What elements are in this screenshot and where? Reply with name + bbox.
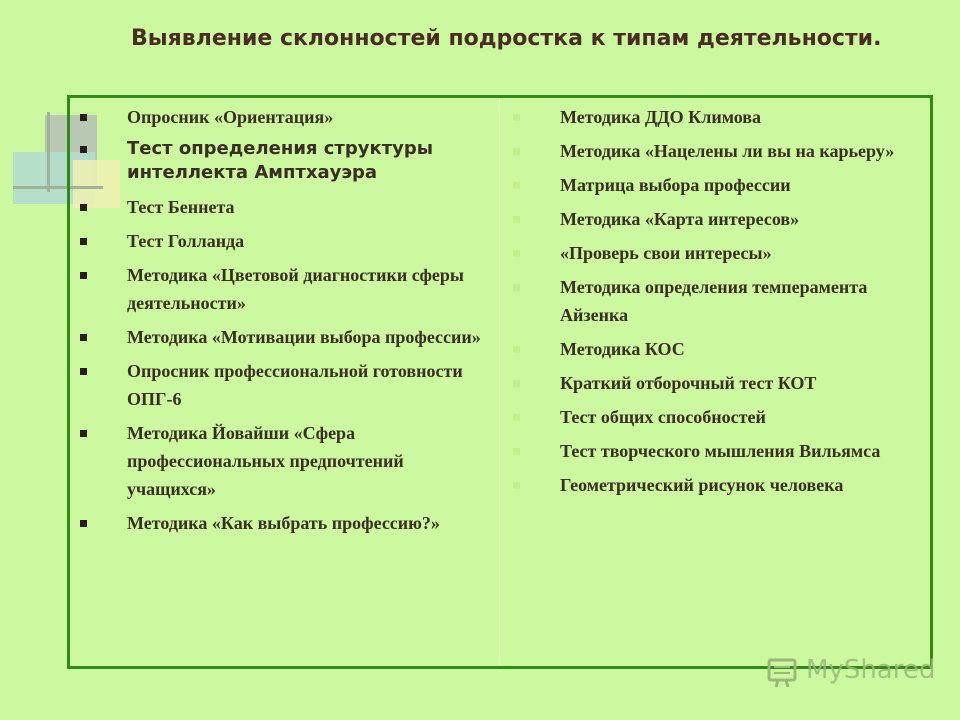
bullet-icon [513,448,520,455]
page-title: Выявление склонностей подростка к типам деятельности. [131,26,882,51]
bullet-icon [80,114,87,121]
list-item: Методика «Карта интересов» [560,205,920,233]
bullet-icon [513,216,520,223]
bullet-icon [80,520,87,527]
bullet-icon [513,250,520,257]
bullet-icon [513,284,520,291]
list-item: Методика «Мотивации выбора профессии» [127,323,497,351]
bullet-icon [80,146,87,153]
list-item: Тест Беннета [127,193,497,221]
list-item: Тест определения структуры интеллекта Амптхауэра [127,137,497,185]
bullet-icon [80,238,87,245]
bullet-icon [80,430,87,437]
list-item: Методика КОС [560,335,920,363]
list-item: Тест творческого мышления Вильямса [560,437,920,465]
right-methods-list [560,103,920,505]
left-methods-list [127,103,497,543]
list-item: Методика Йовайши «Сфера профессиональных предпочтений учащихся» [127,419,497,503]
bullet-icon [513,482,520,489]
bullet-icon [513,182,520,189]
list-item: Опросник «Ориентация» [127,103,497,131]
bullet-icon [513,380,520,387]
bullet-icon [80,334,87,341]
list-item: Матрица выбора профессии [560,171,920,199]
decorative-line-vertical [47,112,50,192]
bullet-icon [80,272,87,279]
bullet-icon [80,368,87,375]
watermark-text: MyShared [806,655,936,685]
bullet-icon [513,414,520,421]
bullet-icon [513,114,520,121]
list-item: Методика «Цветовой диагностики сферы деятельности» [127,261,497,317]
watermark-logo-icon [766,656,802,690]
list-item: Методика определения темперамента Айзенка [560,273,920,329]
list-item: Тест общих способностей [560,403,920,431]
bullet-icon [513,346,520,353]
bullet-icon [80,204,87,211]
list-item: Методика «Как выбрать профессию?» [127,509,497,537]
bullet-icon [513,148,520,155]
list-item: Тест Голланда [127,227,497,255]
list-item: Краткий отборочный тест КОТ [560,369,920,397]
column-divider [499,98,500,666]
list-item: Геометрический рисунок человека [560,471,920,499]
list-item: Методика «Нацелены ли вы на карьеру» [560,137,920,165]
list-item: Методика ДДО Климова [560,103,920,131]
list-item: «Проверь свои интересы» [560,239,920,267]
list-item: Опросник профессиональной готовности ОПГ-6 [127,357,497,413]
